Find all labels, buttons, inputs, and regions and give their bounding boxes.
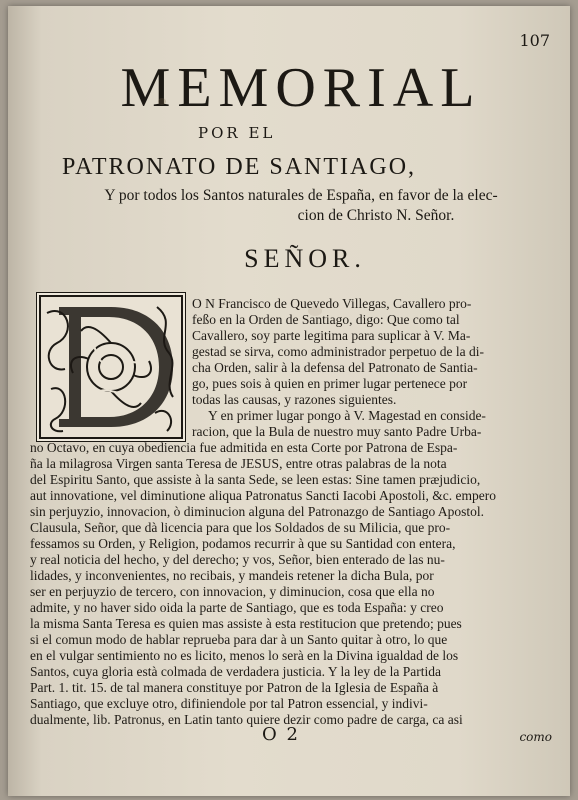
- signature-mark: O 2: [262, 724, 300, 745]
- text-line: admite, y no haver sido oida la parte de Santiago, que es toda España: y creo: [30, 600, 444, 615]
- text-line: cha Orden, salir à la defensa del Patronato de Santia-: [192, 360, 478, 375]
- text-line: racion, que la Bula de nuestro muy santo Padre Urba-: [192, 424, 482, 439]
- subtitle-line: Y por todos los Santos naturales de España, en favor de la elec-: [104, 187, 498, 204]
- text-line: la misma Santa Teresa es quien mas assiste à esta restitucion que pretendo; pues: [30, 616, 462, 631]
- text-line: sin perjuyzio, innovacion, ò diminucion alguna del Patronazgo de Santiago Apostol.: [30, 504, 485, 519]
- text-line: y real noticia del hecho, y del derecho; y vos, Señor, bien enterado de las nu-: [30, 552, 445, 567]
- text-line: ser en perjuyzio de tercero, con innovacion, y diminucion, cosa que ella no: [30, 584, 435, 599]
- decorated-initial: [36, 292, 186, 442]
- text-line: todas las causas, y razones siguientes.: [192, 392, 397, 407]
- paper-stain: [158, 98, 166, 105]
- text-line: Part. 1. tit. 15. de tal manera constituye por Patron de la Iglesia de España à: [30, 680, 439, 695]
- text-line: feßo en la Orden de Santiago, digo: Que como tal: [192, 312, 460, 327]
- text-line: del Espiritu Santo, que assiste à la santa Sede, se leen estas: Sine tamen præjudicio,: [30, 472, 481, 487]
- text-line: dualmente, lib. Patronus, en Latin tanto quiere dezir como padre de carga, ca asi: [30, 712, 463, 727]
- subtitle-description: [66, 186, 536, 226]
- text-line: Santos, cuya gloria està colmada de verdadera justicia. Y la ley de la Partida: [30, 664, 441, 679]
- salutation: SEÑOR.: [244, 244, 366, 273]
- text-line: ña la milagrosa Virgen santa Teresa de JESUS, entre otras palabras de la nota: [30, 456, 447, 471]
- book-page: [8, 6, 570, 796]
- text-line: Santiago, que excluye otro, difiniendole por tal Patron essencial, y indivi-: [30, 696, 428, 711]
- text-line: gestad se sirva, como administrador perpetuo de la di-: [192, 344, 485, 359]
- text-line: Clausula, Señor, que dà licencia para que los Soldados de su Milicia, que pro-: [30, 520, 451, 535]
- subtitle-line: cion de Christo N. Señor.: [297, 207, 455, 224]
- text-line: en el vulgar sentimiento no es licito, menos lo serà en la Divina igualdad de los: [30, 648, 459, 663]
- catchword: como: [519, 730, 552, 744]
- text-line: O N Francisco de Quevedo Villegas, Cavallero pro-: [192, 296, 472, 311]
- text-line: no Octavo, en cuya obediencia fue admitida en esta Corte por Patrona de Espa-: [30, 440, 458, 455]
- text-line: go, pues sois à quien en primer lugar pertenece por: [192, 376, 468, 391]
- text-line: aut innovatione, vel diminutione aliqua Patronatus Sancti Iacobi Apostoli, &c. empero: [30, 488, 497, 503]
- floral-ornament-icon: [37, 293, 185, 441]
- text-line: Y en primer lugar pongo à V. Magestad en conside-: [208, 408, 486, 423]
- page-number: 107: [519, 31, 550, 50]
- text-line: fessamos su Orden, y Religion, podamos recurrir à que su Santidad con entera,: [30, 536, 456, 551]
- subtitle-patronato: PATRONATO DE SANTIAGO,: [62, 154, 417, 180]
- text-line: Cavallero, soy parte legitima para suplicar à V. Ma-: [192, 328, 471, 343]
- subtitle-por-el: POR EL: [198, 124, 276, 142]
- text-line: si el comun modo de hablar reprueba para dar à un Santo quitar à otro, lo que: [30, 632, 448, 647]
- page-title: MEMORIAL: [120, 57, 482, 119]
- text-line: lidades, y inconvenientes, no recibais, y mandeis retener la dicha Bula, por: [30, 568, 434, 583]
